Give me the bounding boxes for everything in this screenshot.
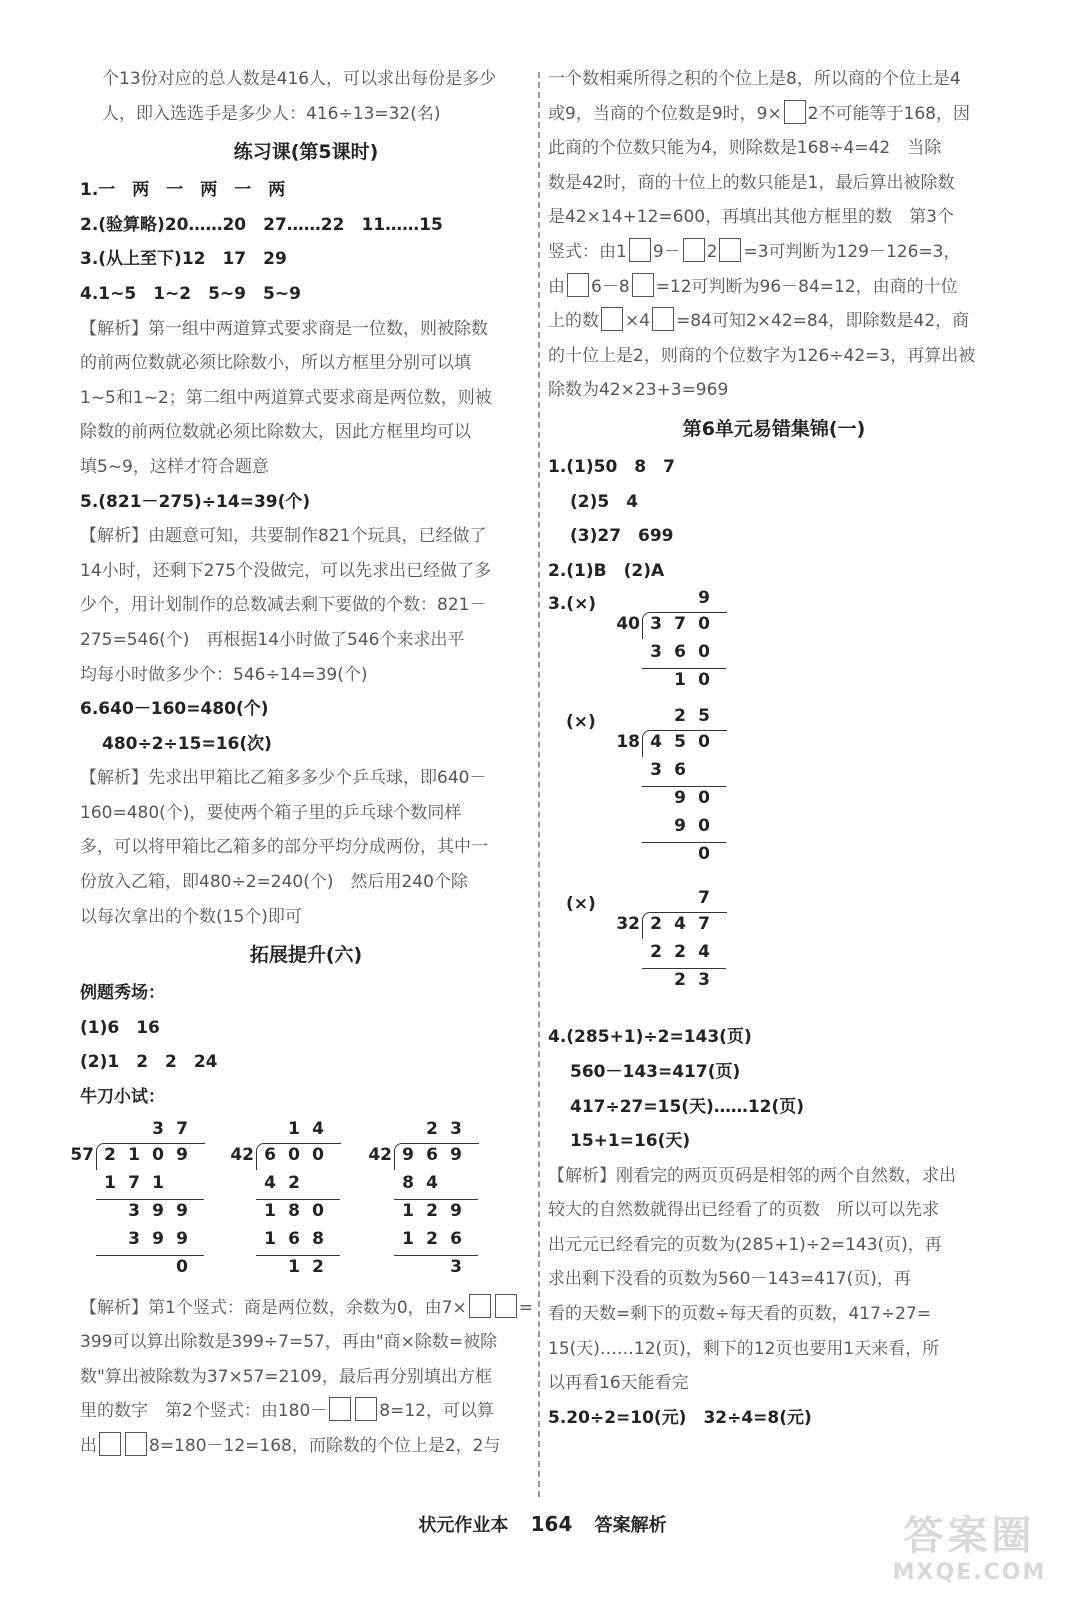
text-segment: 里的数字 第2个竖式：由180－ — [80, 1401, 328, 1422]
trial-divisions — [70, 1118, 532, 1291]
wrong-mark: (×) — [566, 594, 597, 615]
text-segment: =84可知2×42=84，即除数是42，商 — [676, 311, 970, 332]
mistake-answer-1-3: (3)27 699 — [570, 526, 674, 547]
step-digit: 3 — [650, 642, 662, 663]
remainder-digit: 0 — [176, 1256, 188, 1277]
remainder-digit: 3 — [698, 970, 710, 991]
step-digit: 1 — [104, 1172, 116, 1193]
step-digit: 0 — [312, 1200, 324, 1221]
step-digit: 9 — [176, 1200, 188, 1221]
remainder-digit: 1 — [288, 1256, 300, 1277]
trial-analysis-line-5 — [80, 1429, 532, 1464]
dividend-digit: 0 — [288, 1144, 300, 1165]
continued-analysis-line — [548, 270, 1000, 305]
text-segment: 2 — [706, 241, 718, 262]
text-segment: 【解析】第1个竖式：商是两位数，余数为0，由7× — [80, 1297, 467, 1318]
section-title-practice: 练习课(第5课时) — [233, 141, 379, 164]
mistake-answer-4-4: 15+1=16(天) — [570, 1131, 691, 1152]
divisor: 40 — [616, 614, 640, 635]
dividend-digit: 2 — [104, 1144, 116, 1165]
answer-q5: 5.(821－275)÷14=39(个) — [80, 491, 311, 512]
continued-analysis-line — [548, 235, 1000, 270]
analysis-line: 【解析】第一组中两道算式要求商是一位数，则被除数 — [80, 318, 488, 339]
mistake-answer-4-1: 4.(285+1)÷2=143(页) — [548, 1027, 752, 1048]
step-digit: 9 — [674, 816, 686, 837]
analysis-line: 以再看16天能看完 — [548, 1373, 689, 1394]
blank-box — [125, 1432, 147, 1456]
text-segment: 9－ — [652, 241, 681, 262]
analysis-line: 看的天数=剩下的页数÷每天看的页数，417÷27= — [548, 1304, 932, 1325]
quotient-digit: 3 — [450, 1118, 462, 1139]
step-digit: 1 — [264, 1228, 276, 1249]
dividend-digit: 1 — [128, 1144, 140, 1165]
analysis-line: 1~5和1~2；第二组中两道算式要求商是两位数，则被 — [80, 387, 492, 408]
divisor: 57 — [70, 1144, 94, 1165]
dividend-digit: 2 — [650, 914, 662, 935]
dividend-digit: 3 — [650, 614, 662, 635]
page-number: 164 — [530, 1512, 573, 1536]
analysis-line: 【解析】刚看完的两页页码是相邻的两个自然数，求出 — [548, 1165, 956, 1186]
analysis-line: 15(天)……12(页)，剩下的12页也要用1天来看，所 — [548, 1338, 940, 1359]
step-digit: 2 — [426, 1228, 438, 1249]
text-segment: 上的数 — [548, 311, 599, 332]
step-digit: 7 — [128, 1172, 140, 1193]
text-segment: 2不可能等于168，因 — [807, 103, 970, 124]
mistake-answer-4-2: 560－143=417(页) — [570, 1061, 741, 1082]
long-division-1 — [72, 1119, 212, 1291]
text-segment: 6－8 — [591, 276, 630, 297]
footer-section: 答案解析 — [594, 1515, 667, 1536]
answer-q3-label — [548, 594, 618, 614]
blank-box — [719, 238, 741, 262]
watermark-text: 答案圈 — [903, 1513, 1036, 1559]
analysis-line: 275=546(个) 再根据14小时做了546个来求出平 — [80, 629, 465, 650]
quotient-digit: 2 — [426, 1118, 438, 1139]
step-digit: 3 — [128, 1228, 140, 1249]
step-digit: 0 — [698, 816, 710, 837]
watermark-logo — [882, 1512, 1057, 1592]
continued-analysis-line: 是42×14+12=600，再填出其他方框里的数 第3个 — [548, 207, 954, 228]
mistake-answer-2: 2.(1)B (2)A — [548, 560, 665, 581]
long-division-3 — [368, 1119, 488, 1291]
step-digit: 2 — [674, 942, 686, 963]
dividend-digit: 9 — [450, 1144, 462, 1165]
blank-box — [632, 273, 654, 297]
trial-analysis-line-2: 399可以算出除数是399÷7=57，再由"商×除数=被除 — [80, 1332, 498, 1353]
answer-q2: 2.(验算略)20……20 27……22 11……15 — [80, 214, 443, 235]
dividend-digit: 4 — [674, 914, 686, 935]
blank-box — [683, 238, 705, 262]
divisor: 42 — [368, 1144, 392, 1165]
step-digit: 6 — [450, 1228, 462, 1249]
step-digit: 8 — [288, 1200, 300, 1221]
example-answer-2: (2)1 2 2 24 — [80, 1052, 218, 1073]
right-column — [548, 62, 1000, 1435]
dividend-digit: 5 — [674, 732, 686, 753]
analysis-line: 以每次拿出的个数(15个)即可 — [80, 906, 302, 927]
remainder-digit: 0 — [698, 670, 710, 691]
step-digit: 8 — [312, 1228, 324, 1249]
analysis-line: 【解析】先求出甲箱比乙箱多多少个乒乓球，即640－ — [80, 768, 487, 789]
step-digit: 2 — [426, 1200, 438, 1221]
dividend-digit: 6 — [264, 1144, 276, 1165]
dividend-digit: 0 — [698, 614, 710, 635]
left-column — [70, 62, 533, 1464]
step-digit: 3 — [650, 760, 662, 781]
trial-analysis-line-4 — [80, 1394, 532, 1429]
remainder-digit: 0 — [698, 844, 710, 865]
step-digit: 9 — [152, 1228, 164, 1249]
answer-q6-line-1: 6.640－160=480(个) — [80, 699, 269, 720]
step-digit: 9 — [176, 1228, 188, 1249]
blank-box — [601, 307, 623, 331]
quotient-digit: 2 — [674, 706, 686, 727]
step-digit: 6 — [288, 1228, 300, 1249]
long-division-wrong-2 — [616, 706, 736, 876]
text-segment: 出 — [80, 1436, 97, 1456]
quotient-digit: 1 — [288, 1118, 300, 1139]
text-segment: 8=12，可以算 — [379, 1401, 494, 1422]
step-digit: 4 — [426, 1172, 438, 1193]
text-segment: 3. — [548, 594, 567, 615]
blank-box — [784, 100, 806, 124]
blank-box — [469, 1294, 491, 1318]
continued-analysis-line: 数是42时，商的十位上的数只能是1，最后算出被除数 — [548, 172, 955, 193]
dividend-digit: 0 — [698, 732, 710, 753]
continued-analysis-line — [548, 304, 1000, 339]
section-title-extension: 拓展提升(六) — [249, 944, 363, 967]
analysis-line: 求出剩下没看的页数为560－143=417(页)，再 — [548, 1269, 911, 1290]
quotient-digit: 7 — [698, 888, 710, 909]
blank-box — [567, 273, 589, 297]
step-digit: 8 — [402, 1172, 414, 1193]
mistake-answer-1: 1.(1)50 8 7 — [548, 456, 675, 477]
analysis-line: 填5~9，这样才符合题意 — [80, 456, 269, 477]
quotient-digit: 3 — [152, 1118, 164, 1139]
step-digit: 9 — [674, 788, 686, 809]
step-digit: 4 — [264, 1172, 276, 1193]
dividend-digit: 0 — [152, 1144, 164, 1165]
analysis-line: 份放入乙箱，即480÷2=240(个) 然后用240个除 — [80, 872, 468, 893]
trial-label: 牛刀小试： — [80, 1087, 165, 1108]
text-segment: =12可判断为96－84=12，由商的十位 — [655, 276, 958, 297]
remainder-digit: 2 — [312, 1256, 324, 1277]
mistake-answer-5: 5.20÷2=10(元) 32÷4=8(元) — [548, 1407, 812, 1428]
dividend-digit: 6 — [426, 1144, 438, 1165]
blank-box — [629, 238, 651, 262]
example-label: 例题秀场： — [80, 983, 165, 1004]
intro-line-1: 个13份对应的总人数是416人，可以求出每份是多少 — [102, 69, 497, 89]
quotient-digit: 9 — [698, 588, 710, 609]
remainder-digit: 2 — [674, 970, 686, 991]
continued-analysis-line: 此商的个位数只能为4，则除数是168÷4=42 当除 — [548, 138, 942, 159]
step-digit: 1 — [152, 1172, 164, 1193]
continued-analysis-line: 除数为42×23+3=969 — [548, 380, 729, 401]
wrong-mark: (×) — [566, 894, 596, 915]
column-divider — [538, 72, 540, 1497]
continued-analysis-line: 的十位上是2，则商的个位数字为126÷42=3，再算出被 — [548, 345, 976, 366]
step-digit: 2 — [650, 942, 662, 963]
divisor: 18 — [616, 732, 640, 753]
answer-q3: 3.(从上至下)12 17 29 — [80, 249, 287, 270]
dividend-digit: 0 — [312, 1144, 324, 1165]
text-segment: 由 — [548, 276, 565, 297]
step-digit: 6 — [674, 760, 686, 781]
answer-q6-line-2: 480÷2÷15=16(次) — [102, 733, 272, 754]
step-digit: 3 — [128, 1200, 140, 1221]
dividend-digit: 7 — [674, 614, 686, 635]
analysis-line: 少个，用计划制作的总数减去剩下要做的个数：821－ — [80, 595, 487, 616]
text-segment: 竖式：由1 — [548, 241, 627, 262]
analysis-line: 均每小时做多少个：546÷14=39(个) — [80, 664, 368, 685]
long-division-wrong-3 — [616, 888, 736, 1008]
blank-box — [495, 1294, 517, 1318]
step-digit: 9 — [450, 1200, 462, 1221]
step-digit: 1 — [402, 1200, 414, 1221]
quotient-digit: 5 — [698, 706, 710, 727]
dividend-digit: 4 — [650, 732, 662, 753]
trial-analysis-line-3: 数"算出被除数为37×57=2109，最后再分别填出方框 — [80, 1366, 492, 1387]
dividend-digit: 7 — [698, 914, 710, 935]
mistake-answer-1-2: (2)5 4 — [570, 491, 639, 512]
wrong-mark: (×) — [566, 712, 596, 733]
text-segment: ×4 — [625, 311, 651, 332]
step-digit: 6 — [674, 642, 686, 663]
text-segment: 8=180－12=168，而除数的个位上是2，2与 — [149, 1436, 501, 1456]
dividend-digit: 9 — [402, 1144, 414, 1165]
watermark-url: MXQE.COM — [892, 1560, 1047, 1585]
intro-line-2: 人，即入选选手是多少人：416÷13=32(名) — [102, 103, 441, 124]
dividend-digit: 9 — [176, 1144, 188, 1165]
blank-box — [652, 307, 674, 331]
long-division-2 — [230, 1119, 350, 1291]
continued-analysis-line — [548, 97, 1000, 132]
analysis-line: 14小时，还剩下275个没做完，可以先求出已经做了多 — [80, 560, 492, 581]
footer-brand: 状元作业本 — [418, 1515, 509, 1536]
continued-analysis-line: 一个数相乘所得之积的个位上是8，所以商的个位上是4 — [548, 69, 961, 89]
mistake-divisions — [548, 588, 1000, 1020]
text-segment: = — [518, 1297, 533, 1318]
step-digit: 4 — [698, 942, 710, 963]
text-segment: =3可判断为129－126=3， — [743, 241, 961, 262]
mistake-answer-4-3: 417÷27=15(天)……12(页) — [570, 1096, 805, 1117]
remainder-digit: 3 — [450, 1256, 462, 1277]
example-answer-1: (1)6 16 — [80, 1017, 160, 1038]
trial-analysis-line-1 — [80, 1291, 532, 1326]
analysis-line: 的前两位数就必须比除数小，所以方框里分别可以填 — [80, 353, 471, 374]
blank-box — [329, 1397, 351, 1421]
quotient-digit: 7 — [176, 1118, 188, 1139]
long-division-wrong-1 — [616, 588, 736, 698]
blank-box — [355, 1397, 377, 1421]
step-digit: 0 — [698, 642, 710, 663]
analysis-line: 160=480(个)，要使两个箱子里的乒乓球个数同样 — [80, 802, 462, 823]
analysis-line: 较大的自然数就得出已经看了的页数 所以可以先求 — [548, 1200, 939, 1221]
text-segment: 或9，当商的个位数是9时，9× — [548, 103, 782, 124]
section-title-mistakes: 第6单元易错集锦(一) — [682, 417, 866, 440]
divisor: 42 — [230, 1144, 254, 1165]
step-digit: 1 — [402, 1228, 414, 1249]
divisor: 32 — [616, 914, 640, 935]
analysis-line: 除数的前两位数就必须比除数大，因此方框里均可以 — [80, 422, 471, 443]
quotient-digit: 4 — [312, 1118, 324, 1139]
step-digit: 1 — [264, 1200, 276, 1221]
analysis-line: 出元元已经看完的页数为(285+1)÷2=143(页)，再 — [548, 1234, 942, 1255]
answer-q1: 1.一 两 一 两 一 两 — [80, 180, 286, 201]
analysis-line: 多，可以将甲箱比乙箱多的部分平均分成两份，其中一 — [80, 837, 488, 858]
blank-box — [99, 1432, 121, 1456]
analysis-line: 【解析】由题意可知，共要制作821个玩具，已经做了 — [80, 526, 487, 547]
step-digit: 2 — [288, 1172, 300, 1193]
step-digit: 0 — [698, 788, 710, 809]
remainder-digit: 1 — [674, 670, 686, 691]
answer-q4: 4.1~5 1~2 5~9 5~9 — [80, 283, 301, 304]
step-digit: 9 — [152, 1200, 164, 1221]
